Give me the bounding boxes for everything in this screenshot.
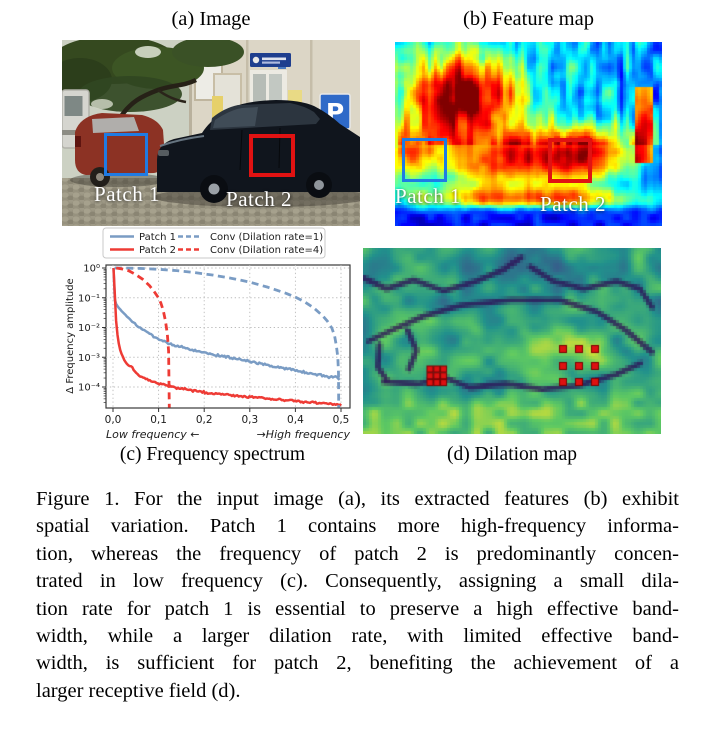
y-axis-label: Δ Frequency amplitude (65, 278, 76, 394)
x-tick-label: 0,2 (195, 414, 213, 426)
caption-line: Figure 1. For the input image (a), its extracted features (b) exhibit (36, 488, 679, 510)
dilation-map-heatmap (363, 248, 661, 434)
x-tick-label: 0,3 (241, 414, 259, 426)
figure-caption (36, 486, 679, 705)
legend-label: Conv (Dilation rate=1) (210, 231, 324, 243)
patch1-box-feature-map (402, 138, 447, 182)
panel-c-frequency-spectrum (60, 226, 365, 445)
panel-b-title: (b) Feature map (463, 8, 594, 30)
patch2-box (249, 134, 295, 177)
y-tick-label: 10⁻² (77, 323, 100, 335)
panel-b-feature-map (395, 42, 662, 226)
panel-c-title: (c) Frequency spectrum (119, 444, 306, 465)
high-frequency-annotation: →High frequency (256, 428, 350, 441)
frequency-spectrum-chart (60, 226, 365, 445)
plot-frame (106, 265, 350, 408)
patch2-label: Patch 2 (226, 187, 292, 211)
caption-line: tion rate for patch 1 is essential to preserve a high effective band- (36, 597, 679, 620)
legend-label: Patch 2 (139, 244, 177, 256)
x-tick-label: 0,4 (287, 414, 304, 426)
legend-label: Conv (Dilation rate=4) (210, 244, 324, 256)
panel-d-dilation-map (363, 248, 661, 434)
patch1-label-feature-map: Patch 1 (395, 184, 461, 208)
x-tick-label: 0,0 (104, 414, 122, 426)
chart-legend (103, 228, 325, 258)
patch1-box (104, 133, 148, 176)
legend-label: Patch 1 (139, 231, 177, 243)
caption-line: trated in low frequency (c). Consequently, assigning a small dila- (36, 570, 679, 593)
y-tick-label: 10⁻⁴ (77, 382, 100, 394)
patch1-label: Patch 1 (94, 182, 160, 206)
patch2-box-feature-map (548, 138, 592, 183)
x-tick-label: 0,5 (332, 414, 350, 426)
low-frequency-annotation: Low frequency ← (106, 428, 200, 441)
p-sign-letter: P (325, 98, 345, 127)
x-tick-label: 0,1 (150, 414, 167, 426)
caption-line: width, is sufficient for patch 2, benefiting the achievement of a (36, 652, 679, 675)
panel-d-title: (d) Dilation map (447, 444, 577, 465)
y-tick-label: 10⁻³ (77, 352, 100, 364)
caption-line: tion, whereas the frequency of patch 2 is predominantly concen- (36, 542, 679, 565)
y-tick-label: 10⁰ (83, 263, 100, 275)
caption-line: larger receptive field (d). (36, 679, 241, 702)
y-tick-label: 10⁻¹ (77, 293, 100, 305)
panel-a-title: (a) Image (171, 8, 251, 30)
caption-line: width, while a larger dilation rate, with limited effective band- (36, 625, 679, 648)
panel-a-image (62, 40, 360, 226)
caption-line: spatial variation. Patch 1 contains more high-frequency informa- (36, 515, 679, 538)
patch2-label-feature-map: Patch 2 (540, 192, 606, 216)
